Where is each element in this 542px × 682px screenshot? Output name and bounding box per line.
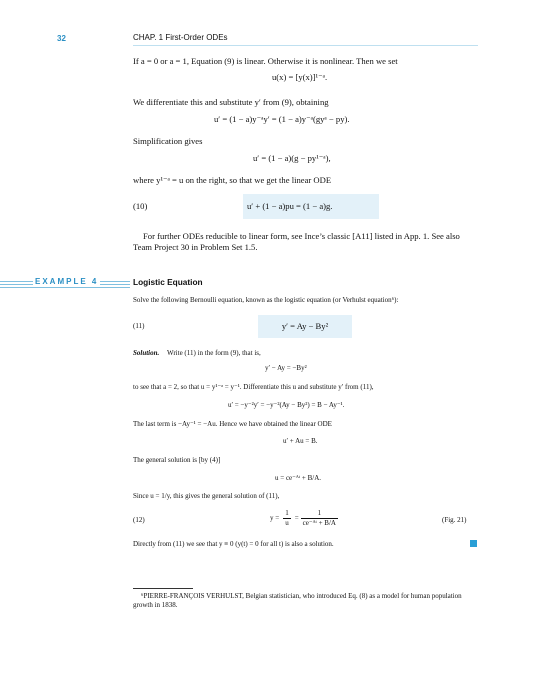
solution-equation-4: u = ce⁻ᴬᵗ + B/A.: [275, 474, 322, 482]
eq12-frac2-den: ce⁻ᴬᵗ + B/A: [302, 519, 336, 527]
equation-number-11: (11): [133, 322, 145, 330]
equation-simplified: u′ = (1 − a)(g − py¹⁻ᵃ),: [253, 153, 331, 163]
solution-line-1: [133, 349, 478, 358]
solution-text-5: Since u = 1/y, this gives the general solution of (11),: [133, 492, 280, 500]
solution-text-6: Directly from (11) we see that y ≡ 0 (y(t) = 0 for all t) is also a solution.: [133, 540, 334, 548]
solution-text-1: Write (11) in the form (9), that is,: [167, 349, 261, 357]
example-title: Logistic Equation: [133, 277, 203, 287]
equation-number-10: (10): [133, 201, 148, 211]
paragraph-1: If a = 0 or a = 1, Equation (9) is linear. Otherwise it is nonlinear. Then we set: [133, 56, 398, 66]
equation-12: [270, 509, 336, 528]
example-intro: Solve the following Bernoulli equation, known as the logistic equation (or Verhulst equation⁶):: [133, 296, 399, 304]
equation-10: u′ + (1 − a)pu = (1 − a)g.: [247, 201, 333, 211]
paragraph-4: where y¹⁻ᵃ = u on the right, so that we get the linear ODE: [133, 175, 332, 185]
eq12-lhs: y =: [270, 514, 280, 522]
eq12-equals: =: [294, 514, 299, 522]
solution-equation-2: u′ = −y⁻²y′ = −y⁻²(Ay − By²) = B − Ay⁻¹.: [228, 401, 345, 409]
footnote-rule: [133, 588, 193, 589]
equation-u-prime: u′ = (1 − a)y⁻ᵃy′ = (1 − a)y⁻ᵃ(gyᵃ − py).: [214, 114, 350, 124]
header-rule: [133, 45, 478, 46]
page-number: 32: [57, 34, 66, 43]
equation-10-box: [243, 194, 379, 219]
running-head: CHAP. 1 First-Order ODEs: [133, 33, 228, 42]
eq12-frac2-num: 1: [301, 509, 338, 519]
end-of-example-marker: [470, 540, 477, 547]
equation-11-box: [258, 315, 352, 338]
eq12-frac1-den: u: [285, 519, 289, 527]
paragraph-3: Simplification gives: [133, 136, 203, 146]
solution-equation-1: y′ − Ay = −By²: [265, 364, 307, 372]
paragraph-5: For further ODEs reducible to linear form, see Ince’s classic [A11] listed in App. 1. See also Team Project 30 in Problem Set 1.5.: [133, 231, 460, 252]
eq12-fraction-2: [303, 509, 336, 528]
solution-equation-3: u′ + Au = B.: [283, 437, 318, 445]
solution-label: Solution.: [133, 349, 160, 357]
equation-u-definition: u(x) = [y(x)]¹⁻ᵃ.: [272, 72, 328, 82]
equation-number-12: (12): [133, 516, 145, 524]
eq12-fraction-1: [283, 509, 291, 528]
figure-reference: (Fig. 21): [442, 516, 467, 524]
example-label: EXAMPLE 4: [35, 277, 99, 286]
paragraph-2: We differentiate this and substitute y′ from (9), obtaining: [133, 97, 329, 107]
solution-text-2: to see that a = 2, so that u = y¹⁻ᵃ = y⁻¹. Differentiate this u and substitute y′ from (11),: [133, 383, 374, 391]
solution-text-4: The general solution is [by (4)]: [133, 456, 221, 464]
equation-11: y′ = Ay − By²: [281, 321, 329, 331]
eq12-frac1-num: 1: [285, 509, 289, 517]
footnote: ⁶PIERRE-FRANÇOIS VERHULST, Belgian statistician, who introduced Eq. (8) as a model for human population growth in 1838.: [133, 592, 462, 609]
solution-text-3: The last term is −Ay⁻¹ = −Au. Hence we have obtained the linear ODE: [133, 420, 332, 428]
